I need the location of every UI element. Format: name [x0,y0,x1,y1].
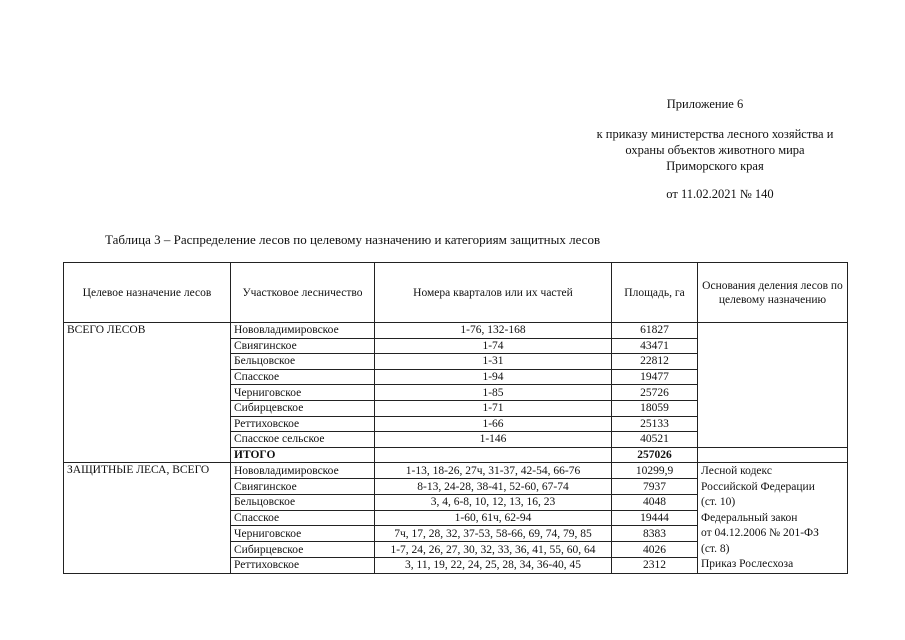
group-label-all-forests: ВСЕГО ЛЕСОВ [64,323,231,463]
quarters-cell: 1-13, 18-26, 27ч, 31-37, 42-54, 66-76 [375,463,612,479]
quarters-cell: 1-85 [375,385,612,401]
order-date: от 11.02.2021 № 140 [666,187,774,201]
basis-line: от 04.12.2006 № 201-ФЗ [701,527,819,540]
forestry-cell: Спасское [231,510,375,526]
col-header-purpose: Целевое назначение лесов [64,263,231,323]
forest-distribution-table [63,262,848,574]
basis-line: (ст. 10) [701,496,736,509]
forestry-cell: Спасское сельское [231,432,375,448]
area-cell: 8383 [612,526,698,542]
area-cell: 7937 [612,479,698,495]
appendix-label: Приложение 6 [666,97,744,111]
forestry-cell: Спасское [231,369,375,385]
total-label: ИТОГО [231,447,375,463]
forestry-cell: Нововладимировское [231,323,375,339]
area-cell: 18059 [612,400,698,416]
table-row [64,463,848,479]
quarters-cell: 3, 4, 6-8, 10, 12, 13, 16, 23 [375,494,612,510]
order-line-3: Приморского края [666,159,764,173]
forestry-cell: Свиягинское [231,479,375,495]
area-cell: 10299,9 [612,463,698,479]
quarters-cell: 3, 11, 19, 22, 24, 25, 28, 34, 36-40, 45 [375,558,612,574]
area-cell: 19444 [612,510,698,526]
forestry-cell: Сибирцевское [231,542,375,558]
quarters-cell: 1-60, 61ч, 62-94 [375,510,612,526]
quarters-cell: 1-146 [375,432,612,448]
quarters-cell: 1-74 [375,338,612,354]
area-cell: 2312 [612,558,698,574]
order-line-1: к приказу министерства лесного хозяйства и [596,127,834,141]
quarters-cell: 8-13, 24-28, 38-41, 52-60, 67-74 [375,479,612,495]
forestry-cell: Свиягинское [231,338,375,354]
area-cell: 40521 [612,432,698,448]
quarters-cell: 1-66 [375,416,612,432]
col-header-basis: Основания деления лесов по целевому назначению [698,263,848,323]
order-line-2: охраны объектов животного мира [625,143,805,157]
area-cell: 25133 [612,416,698,432]
table-title: Таблица 3 – Распределение лесов по целевому назначению и категориям защитных лесов [105,232,601,247]
col-header-quarters: Номера кварталов или их частей [375,263,612,323]
area-cell: 4048 [612,494,698,510]
quarters-cell: 1-76, 132-168 [375,323,612,339]
total-basis-empty [698,447,848,463]
area-cell: 19477 [612,369,698,385]
quarters-cell: 1-94 [375,369,612,385]
basis-line: Российской Федерации [701,480,815,493]
col-header-forestry: Участковое лесничество [231,263,375,323]
basis-line: (ст. 8) [701,542,730,555]
basis-line: Лесной кодекс [701,465,772,478]
table-row [64,323,848,339]
total-area: 257026 [612,447,698,463]
quarters-cell: 1-31 [375,354,612,370]
area-cell: 61827 [612,323,698,339]
forestry-cell: Реттиховское [231,558,375,574]
group-label-protective-forests: ЗАЩИТНЫЕ ЛЕСА, ВСЕГО [64,463,231,574]
basis-cell [698,463,848,574]
forestry-cell: Нововладимировское [231,463,375,479]
forestry-cell: Реттиховское [231,416,375,432]
area-cell: 22812 [612,354,698,370]
basis-line: Федеральный закон [701,511,798,524]
total-quarters-empty [375,447,612,463]
area-cell: 43471 [612,338,698,354]
table-header-row [64,263,848,323]
col-header-area: Площадь, га [612,263,698,323]
area-cell: 4026 [612,542,698,558]
forestry-cell: Бельцовское [231,494,375,510]
order-reference [560,126,870,174]
basis-line: Приказ Рослесхоза [701,558,794,571]
area-cell: 25726 [612,385,698,401]
quarters-cell: 7ч, 17, 28, 32, 37-53, 58-66, 69, 74, 79, 85 [375,526,612,542]
forestry-cell: Сибирцевское [231,400,375,416]
forestry-cell: Черниговское [231,385,375,401]
forestry-cell: Бельцовское [231,354,375,370]
quarters-cell: 1-71 [375,400,612,416]
forestry-cell: Черниговское [231,526,375,542]
quarters-cell: 1-7, 24, 26, 27, 30, 32, 33, 36, 41, 55, 60, 64 [375,542,612,558]
basis-cell-empty [698,323,848,448]
